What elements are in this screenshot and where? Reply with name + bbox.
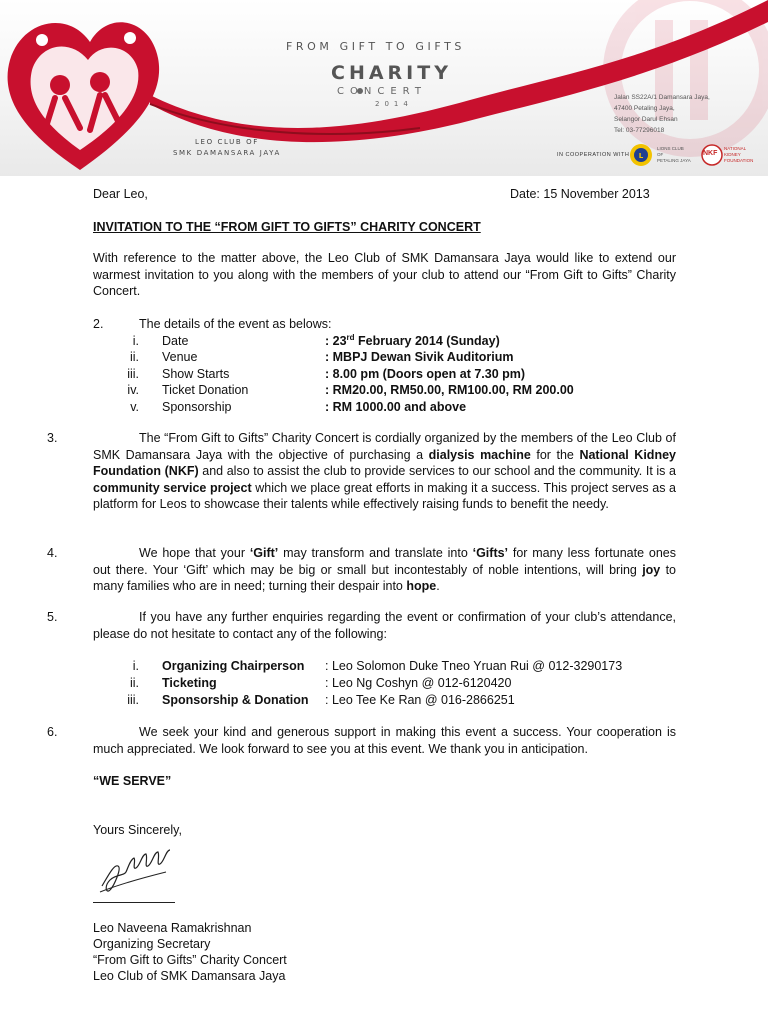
signature	[96, 846, 176, 900]
club-address	[614, 92, 710, 136]
signer-club: Leo Club of SMK Damansara Jaya	[93, 969, 286, 983]
paragraph-number: 5.	[47, 610, 58, 624]
detail-value: : 8.00 pm (Doors open at 7.30 pm)	[325, 367, 526, 381]
contact-number: iii.	[127, 693, 139, 707]
p3-bold: National Kidney Foundation (NKF)	[93, 447, 676, 479]
detail-value: : RM 1000.00 and above	[325, 400, 467, 414]
partner2-line: FOUNDATION	[724, 158, 754, 163]
salutation: Dear Leo,	[93, 187, 148, 201]
p4-bold: ‘Gifts’	[472, 546, 509, 560]
cooperation-label: IN COOPERATION WITH	[557, 152, 630, 158]
p4-text: may transform and translate into	[278, 546, 473, 560]
svg-text:L: L	[638, 152, 644, 160]
partner1-line: LIONS CLUB	[657, 146, 684, 151]
signature-line	[93, 902, 175, 903]
detail-value-rest: February 2014 (Sunday)	[354, 334, 500, 348]
heart-logo	[8, 22, 160, 170]
signer-event: “From Gift to Gifts” Charity Concert	[93, 953, 287, 967]
detail-label: Sponsorship	[162, 400, 232, 414]
club-name-line1: LEO CLUB OF	[195, 138, 259, 146]
letter-subject: INVITATION TO THE “FROM GIFT TO GIFTS” CHARITY CONCERT	[93, 220, 481, 234]
detail-label: Venue	[162, 350, 198, 364]
paragraph-5	[47, 609, 676, 642]
signer-title: Organizing Secretary	[93, 937, 211, 951]
signer-name: Leo Naveena Ramakrishnan	[93, 921, 252, 935]
detail-value-main: : 23	[325, 334, 347, 348]
paragraph-number: 3.	[47, 431, 58, 445]
details-intro: The details of the event as belows:	[139, 317, 332, 331]
motto: “WE SERVE”	[93, 774, 172, 788]
p3-text: The “From Gift to Gifts” Charity Concert is cordially organized by the members of the Leo Club of SMK Damansara Jaya with the objective of purchasing a	[93, 431, 676, 462]
concert-title: CHARITY	[331, 62, 452, 84]
p4-text: .	[436, 579, 440, 594]
p4-bold: joy	[642, 562, 661, 577]
club-name	[173, 137, 281, 159]
p5-text: If you have any further enquiries regarding the event or confirmation of your club’s attendance, please do not hesitate to contact any of the following:	[93, 610, 676, 641]
concert-year: 2014	[375, 100, 413, 108]
lions-club-logo	[630, 144, 652, 166]
address-line: Selangor Darul Ehsan	[614, 116, 678, 123]
club-name-line2: SMK DAMANSARA JAYA	[173, 149, 281, 157]
p3-text: for the	[530, 447, 580, 462]
concert-tagline: FROM GIFT TO GIFTS	[286, 40, 466, 53]
p4-text: We hope that your	[139, 546, 250, 560]
p4-bold: ‘Gift’	[249, 546, 279, 560]
partner1-line: PETALING JAYA	[657, 158, 691, 163]
closing: Yours Sincerely,	[93, 823, 182, 837]
address-line: 47400 Petaling Jaya,	[614, 105, 675, 112]
contact-value: : Leo Tee Ke Ran @ 016-2866251	[325, 693, 515, 707]
contact-role: Ticketing	[162, 676, 217, 690]
contact-number: ii.	[129, 676, 139, 690]
detail-number: ii.	[129, 350, 139, 364]
contact-role: Sponsorship & Donation	[162, 693, 309, 707]
contact-role: Organizing Chairperson	[162, 659, 305, 673]
detail-label: Ticket Donation	[162, 383, 249, 397]
detail-value	[325, 333, 500, 350]
p3-bold: community service project	[93, 480, 252, 495]
paragraph-number: 4.	[47, 546, 58, 560]
detail-number: iii.	[127, 367, 139, 381]
detail-value: : MBPJ Dewan Sivik Auditorium	[325, 350, 514, 364]
address-line: Jalan SS22A/1 Damansara Jaya,	[614, 94, 710, 101]
date-value: 15 November 2013	[543, 187, 650, 201]
p3-text: and also to assist the club to provide services to our school and the community. It is a	[198, 464, 676, 479]
concert-subtitle: CONCERT	[337, 86, 427, 97]
detail-number: i.	[132, 334, 139, 348]
p4-text: to many families who are in need; turning their despair into	[93, 562, 676, 594]
detail-label: Show Starts	[162, 367, 230, 381]
intro-paragraph: With reference to the matter above, the Leo Club of SMK Damansara Jaya would like to extend our warmest invitation to you along with the members of your club to attend our “From Gift to Gifts” Charity Concert.	[93, 251, 676, 299]
partner1-line: OF	[657, 152, 664, 157]
date-label: Date:	[510, 187, 540, 201]
p6-text: We seek your kind and generous support in making this event a success. Your cooperation is much appreciated. We look forward to see you at this event. We thank you in anticipation.	[93, 725, 676, 756]
paragraph-number: 2.	[93, 317, 104, 331]
p4-bold: hope	[406, 579, 437, 594]
p3-bold: dialysis machine	[428, 447, 531, 462]
detail-value-sup: rd	[346, 332, 355, 342]
letterhead	[0, 0, 768, 176]
nkf-name	[724, 146, 764, 164]
paragraph-3	[47, 430, 676, 513]
contact-number: i.	[132, 659, 139, 673]
detail-value: : RM20.00, RM50.00, RM100.00, RM 200.00	[325, 383, 574, 397]
contact-value: : Leo Ng Coshyn @ 012-6120420	[325, 676, 512, 690]
p3-text: which we place great efforts in making it a success. This project serves as a platform for Leos to showcase their talents while effectively raising funds to benefit the needy.	[93, 480, 676, 512]
detail-number: iv.	[127, 383, 139, 397]
letter-date	[510, 186, 650, 203]
paragraph-4	[47, 545, 676, 595]
nkf-logo-text: NKF	[703, 150, 718, 157]
paragraph-6	[47, 724, 676, 757]
contact-value: : Leo Solomon Duke Tneo Yruan Rui @ 012-3290173	[325, 659, 623, 673]
address-line: Tel: 03-77296018	[614, 127, 665, 134]
paragraph-number: 6.	[47, 725, 58, 739]
p4-text: for many less fortunate ones out there. Your ‘Gift’ which may be big or small but incontestably of noble intentions, will bring	[93, 546, 676, 577]
partner2-line: NATIONAL	[724, 146, 747, 151]
partner2-line: KIDNEY	[724, 152, 741, 157]
lions-club-name	[657, 146, 697, 164]
detail-label: Date	[162, 334, 189, 348]
detail-number: v.	[130, 400, 139, 414]
